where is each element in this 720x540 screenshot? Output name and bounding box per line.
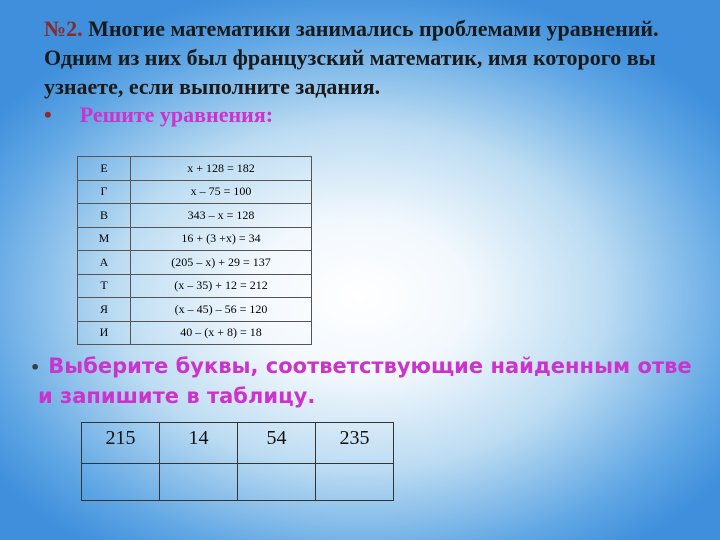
task-heading-text: Многие математики занимались проблемами уравнений. Одним из них был французский математик, имя которого вы узнаете, если выполните задания. — [44, 16, 659, 99]
table-row — [78, 204, 312, 228]
task2-instruction — [30, 352, 720, 410]
equation-letter: Я — [78, 298, 131, 322]
equation-text: (х – 45) – 56 = 120 — [131, 298, 312, 322]
table-row — [78, 227, 312, 251]
table-row — [78, 298, 312, 322]
equation-letter: А — [78, 251, 131, 275]
table-row — [82, 423, 394, 464]
equation-text: 40 – (х + 8) = 18 — [131, 321, 312, 345]
table-row — [78, 251, 312, 275]
equation-text: (х – 35) + 12 = 212 — [131, 274, 312, 298]
table-row — [82, 464, 394, 501]
bullet-icon: • — [44, 102, 52, 127]
task2-line2: и запишите в таблицу. — [38, 384, 316, 408]
equation-letter: Г — [78, 180, 131, 204]
equation-text: х + 128 = 182 — [131, 157, 312, 181]
equation-letter: М — [78, 227, 131, 251]
table-row — [78, 274, 312, 298]
task-number: №2. — [44, 16, 83, 41]
task1-instruction — [44, 102, 273, 128]
answer-number: 215 — [82, 423, 160, 464]
equation-letter: Т — [78, 274, 131, 298]
equation-letter: И — [78, 321, 131, 345]
equation-text: х – 75 = 100 — [131, 180, 312, 204]
answer-cell[interactable] — [238, 464, 316, 501]
equation-text: 16 + (3 +х) = 34 — [131, 227, 312, 251]
answer-cell[interactable] — [82, 464, 160, 501]
equation-letter: В — [78, 204, 131, 228]
answer-number: 54 — [238, 423, 316, 464]
bullet-icon: • — [30, 358, 41, 377]
task1-text: Решите уравнения: — [79, 102, 274, 127]
table-row — [78, 321, 312, 345]
equation-text: 343 – х = 128 — [131, 204, 312, 228]
equation-letter: Е — [78, 157, 131, 181]
answer-number: 14 — [160, 423, 238, 464]
answer-table — [81, 422, 394, 501]
task2-line1: Выберите буквы, соответствующие найденным отве — [48, 354, 692, 378]
task-heading — [44, 14, 704, 101]
answer-number: 235 — [316, 423, 394, 464]
table-row — [78, 157, 312, 181]
answer-cell[interactable] — [316, 464, 394, 501]
equation-text: (205 – х) + 29 = 137 — [131, 251, 312, 275]
equations-table — [77, 156, 312, 345]
table-row — [78, 180, 312, 204]
answer-cell[interactable] — [160, 464, 238, 501]
